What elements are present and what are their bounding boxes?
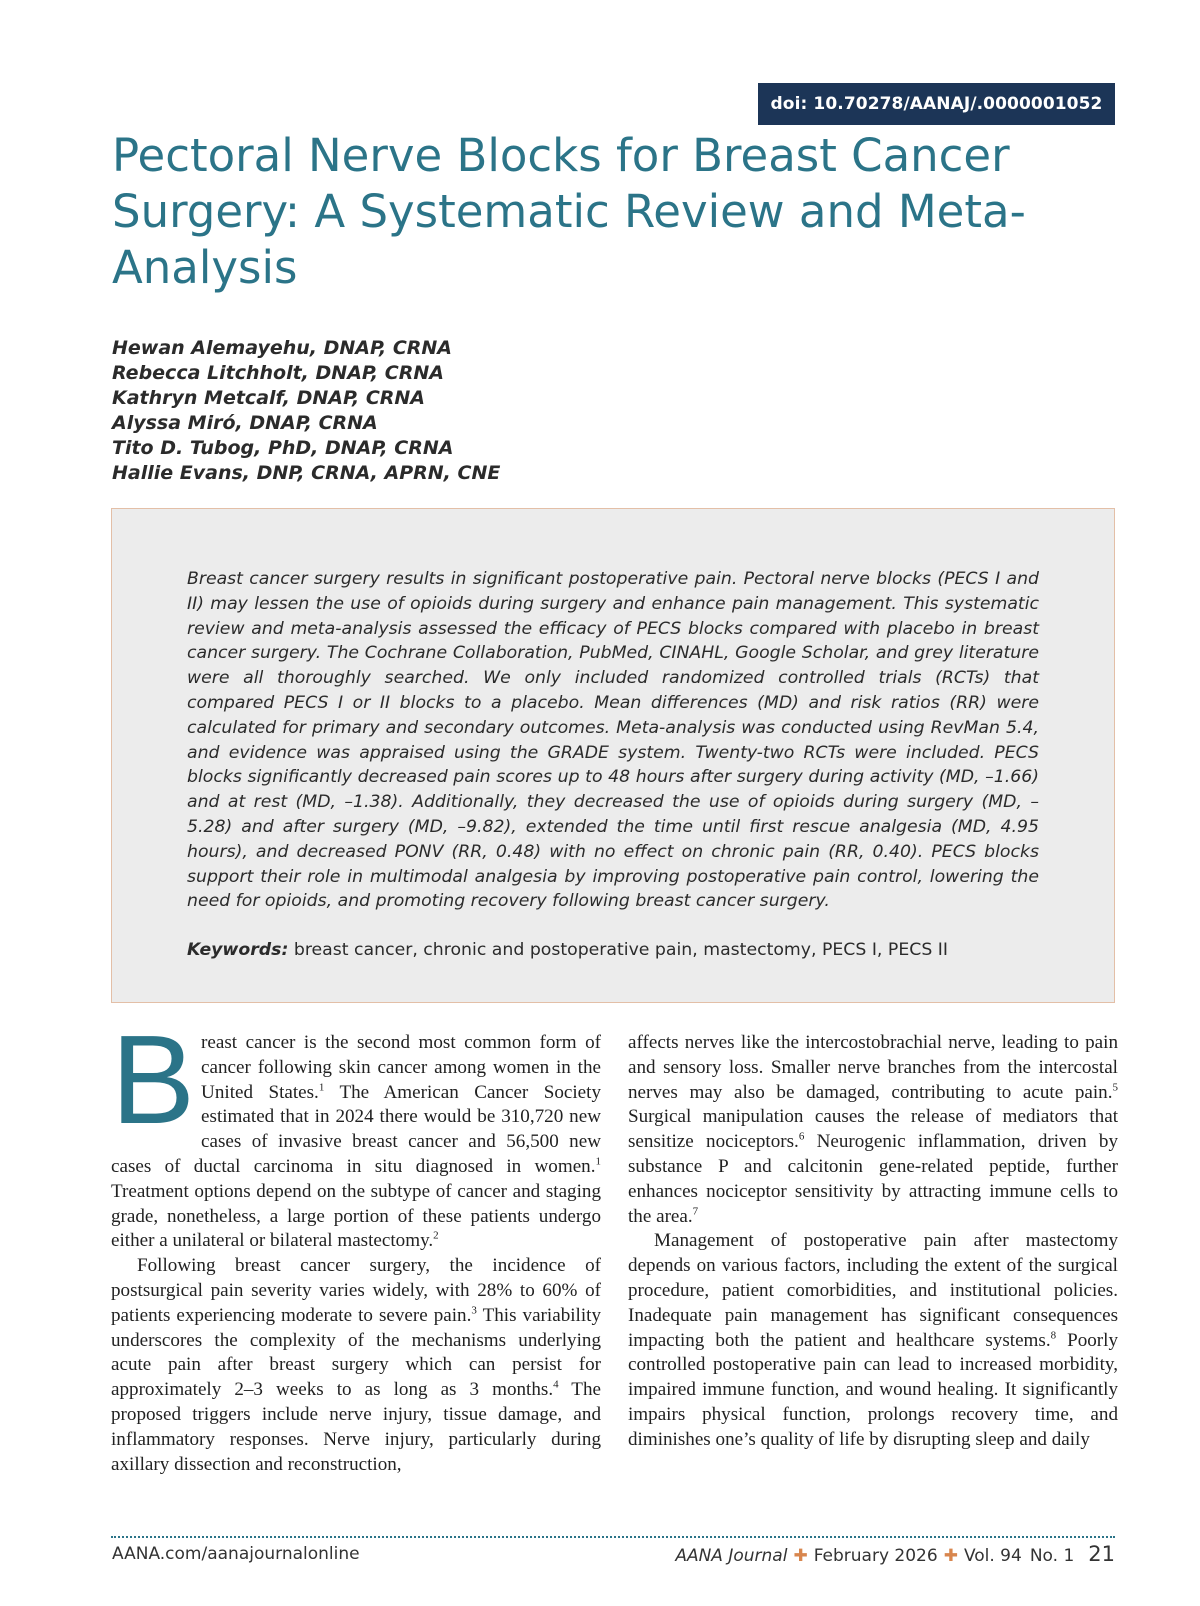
author-name: Tito D. Tubog, PhD, DNAP, CRNA [112,437,454,459]
body-column-right [628,1031,1118,1453]
journal-name: AANA Journal [675,1546,788,1566]
volume: Vol. 94 [963,1546,1022,1566]
citation[interactable]: 4 [553,1378,559,1391]
journal-url[interactable]: AANA.com/aanajournalonline [112,1544,360,1564]
citation[interactable]: 5 [1112,1081,1118,1094]
citation[interactable]: 6 [798,1130,805,1143]
author-name: Kathryn Metcalf, DNAP, CRNA [112,387,425,409]
citation[interactable]: 1 [318,1081,325,1094]
page-number: 21 [1088,1542,1115,1566]
footer-citation [675,1542,1115,1566]
issue-date: February 2026 [813,1546,938,1566]
citation[interactable]: 8 [1050,1329,1057,1342]
issue-number: No. 1 [1029,1546,1075,1566]
keywords [187,938,1047,962]
author-name: Hewan Alemayehu, DNAP, CRNA [112,337,453,359]
citation[interactable]: 2 [433,1230,439,1243]
author-list [112,336,812,486]
abstract-text: Breast cancer surgery results in significant postoperative pain. Pectoral nerve blocks (PECS I and II) may lessen the use of opioids during surgery and enhance pain management. This systematic review and meta-analysis assessed the efficacy of PECS blocks compared with placebo in breast cancer surgery. The Cochrane Collaboration, PubMed, CINAHL, Google Scholar, and grey literature were all thoroughly searched. We only included randomized controlled trials (RCTs) that compared PECS I or II blocks to a placebo. Mean differences (MD) and risk ratios (RR) were calculated for primary and secondary outcomes. Meta-analysis was conducted using RevMan 5.4, and evidence was appraised using the GRADE system. Twenty-two RCTs were included. PECS blocks significantly decreased pain scores up to 48 hours after surgery during activity (MD, –1.66) and at rest (MD, –1.38). Additionally, they decreased the use of opioids during surgery (MD, –5.28) and after surgery (MD, –9.82), extended the time until first rescue analgesia (MD, 4.95 hours), and decreased PONV (RR, 0.48) with no effect on chronic pain (RR, 0.40). PECS blocks support their role in multimodal analgesia by improving postoperative pain control, lowering the need for opioids, and promoting recovery following breast cancer surgery. [187,569,1039,912]
body-column-left [111,1009,602,1477]
body-paragraph: Following breast cancer surgery, the incidence of postsurgical pain severity varies widely, with 28% to 60% of patients experiencing moderate to severe pain.$^3$ This variability underscores the complexity of the mechanisms underlying acute pain after breast surgery which can persist for approximately 2–3 weeks to as long as 3 months.$^4$ The proposed triggers include nerve injury, tissue damage, and inflammatory responses. Nerve injury, particularly during axillary dissection and reconstruction, [111,1255,602,1475]
footer-divider [111,1536,1115,1538]
keywords-text: breast cancer, chronic and postoperative pain, mastectomy, PECS I, PECS II [288,940,948,960]
citation[interactable]: 3 [471,1304,477,1317]
doi-badge[interactable]: doi: 10.70278/AANAJ/.0000001052 [758,83,1115,125]
citation[interactable]: 1 [595,1155,601,1168]
article-title: Pectoral Nerve Blocks for Breast Cancer Surgery: A Systematic Review and Meta-Analysis [112,129,1026,294]
abstract-box [111,508,1115,1003]
body-paragraph: Management of postoperative pain after mastectomy depends on various factors, including the extent of the surgical procedure, patient comorbidities, and institutional policies. Inadequate pain management has significant consequences impacting both the patient and healthcare systems.$^8$ Poorly controlled postoperative pain can lead to increased morbidity, impaired immune function, and wound healing. It significantly impairs physical function, prolongs recovery time, and diminishes one’s quality of life by disrupting sleep and daily [628,1230,1118,1450]
citation[interactable]: 7 [692,1205,699,1218]
body-paragraph: Breast cancer is the second most common form of cancer following skin cancer among women in the United States.$^1$ The American Cancer Society estimated that in 2024 there would be 310,720 new cases of invasive breast cancer and 56,500 new cases of ductal carcinoma in situ diagnosed in women.$^1$ Treatment options depend on the subtype of cancer and staging grade, nonetheless, a large portion of these patients undergo either a unilateral or bilateral mastectomy.$^2$ [111,1009,601,1252]
body-paragraph: affects nerves like the intercostobrachial nerve, leading to pain and sensory loss. Smaller nerve branches from the intercostal nerves may also be damaged, contributing to acute pain.$^5$ Surgical manipulation causes the release of mediators that sensitize nociceptors.$^6$ Neurogenic inflammation, driven by substance P and calcitonin gene-related peptide, further enhances nociceptor sensitivity by attracting immune cells to the area.$^7$ [628,1032,1118,1227]
author-name: Rebecca Litchholt, DNAP, CRNA [112,362,444,384]
keywords-label: Keywords: [187,940,289,960]
cross-icon: ✚ [943,1546,958,1566]
cross-icon: ✚ [793,1546,808,1566]
author-name: Alyssa Miró, DNAP, CRNA [112,412,378,434]
drop-cap: B [111,1009,196,1150]
author-name: Hallie Evans, DNP, CRNA, APRN, CNE [112,462,501,484]
